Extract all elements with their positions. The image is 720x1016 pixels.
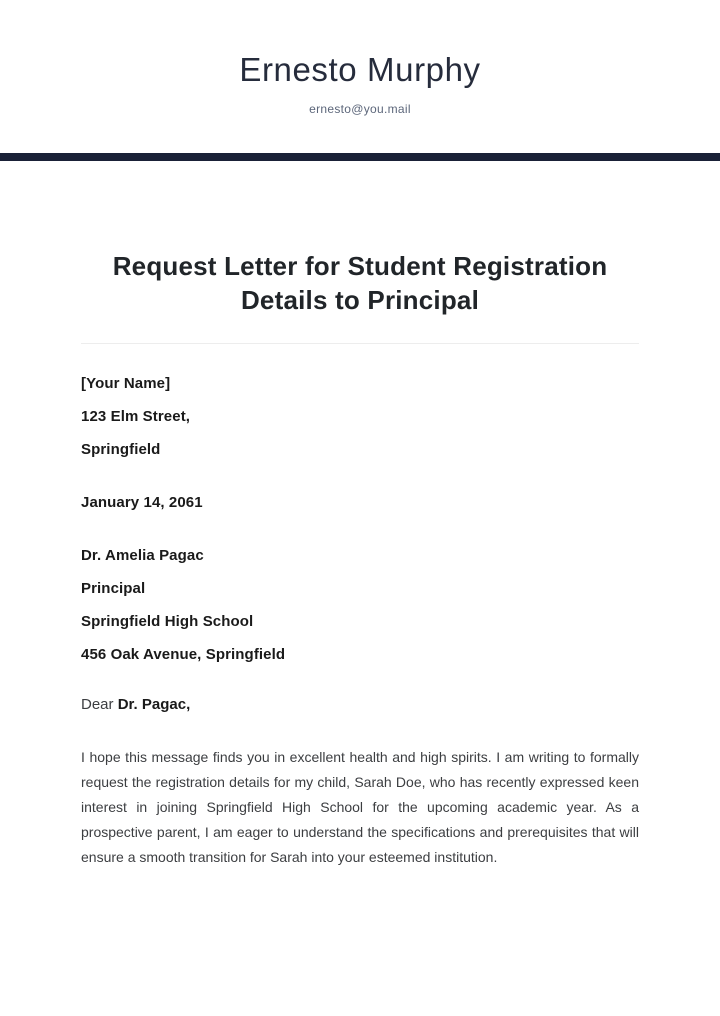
salutation: [81, 695, 639, 714]
letterhead-sender-email: ernesto@you.mail: [309, 102, 411, 116]
letter-title-line-2: Details to Principal: [240, 285, 480, 315]
letter-content: [81, 249, 639, 870]
letterhead-accent-rule: [0, 153, 720, 161]
letter-title: [81, 249, 639, 317]
sender-street: 123 Elm Street,: [81, 408, 191, 425]
date-block: [81, 494, 639, 512]
sender-address-block: [81, 375, 639, 459]
recipient-address-block: [81, 547, 639, 664]
sender-name-placeholder: [Your Name]: [81, 375, 171, 392]
letter-body-paragraph: I hope this message finds you in excellent health and high spirits. I am writing to formally request the registration details for my child, Sarah Doe, who has recently expressed keen interest in joining Springfield High School for the upcoming academic year. As a prospective parent, I am eager to understand the specifications and prerequisites that will ensure a smooth transition for Sarah into your esteemed institution.: [81, 749, 639, 865]
recipient-school: Springfield High School: [81, 613, 254, 630]
sender-city: Springfield: [81, 441, 161, 458]
salutation-recipient-name: Dr. Pagac,: [117, 696, 191, 713]
letterhead: [0, 0, 720, 117]
salutation-prefix: Dear: [81, 696, 114, 713]
letterhead-sender-name: Ernesto Murphy: [239, 51, 481, 88]
recipient-name: Dr. Amelia Pagac: [81, 547, 204, 564]
title-divider-rule: [81, 343, 639, 344]
recipient-role: Principal: [81, 580, 146, 597]
letter-date: January 14, 2061: [81, 494, 203, 511]
letter-title-line-1: Request Letter for Student Registration: [112, 251, 608, 281]
recipient-street: 456 Oak Avenue, Springfield: [81, 646, 286, 663]
